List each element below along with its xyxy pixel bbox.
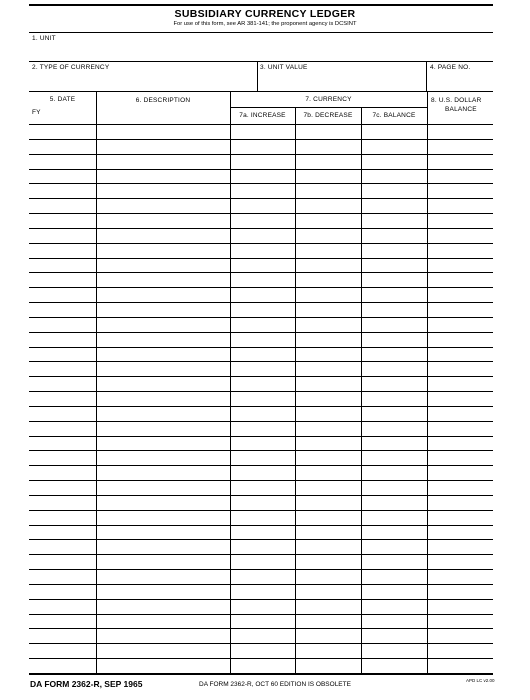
ledger-entry-cell[interactable] (231, 259, 295, 272)
ledger-entry-cell[interactable] (231, 318, 295, 332)
ledger-entry-cell[interactable] (428, 629, 493, 643)
table-header-top-rule (29, 91, 493, 92)
ledger-entry-cell[interactable] (30, 273, 96, 287)
ledger-entry-cell[interactable] (362, 570, 427, 584)
ledger-entry-cell[interactable] (296, 466, 361, 480)
ledger-entry-cell[interactable] (428, 184, 493, 198)
ledger-entry-cell[interactable] (231, 540, 295, 554)
ledger-entry-cell[interactable] (296, 629, 361, 643)
ledger-entry-cell[interactable] (296, 244, 361, 258)
ledger-entry-cell[interactable] (30, 303, 96, 317)
ledger-entry-cell[interactable] (231, 615, 295, 628)
unit-field[interactable] (29, 33, 493, 61)
ledger-entry-cell[interactable] (231, 170, 295, 183)
ledger-entry-cell[interactable] (30, 437, 96, 450)
ledger-entry-cell[interactable] (428, 333, 493, 347)
ledger-entry-cell[interactable] (231, 214, 295, 228)
ledger-entry-cell[interactable] (362, 615, 427, 628)
ledger-entry-cell[interactable] (362, 303, 427, 317)
ledger-entry-cell[interactable] (231, 288, 295, 302)
date-column-header: 5. DATE (49, 96, 76, 103)
ledger-entry-cell[interactable] (97, 526, 230, 539)
ledger-entry-cell[interactable] (97, 259, 230, 272)
unit-value-label: 3. UNIT VALUE (260, 64, 308, 71)
ledger-entry-cell[interactable] (97, 318, 230, 332)
ledger-entry-cell[interactable] (296, 570, 361, 584)
ledger-entry-cell[interactable] (362, 199, 427, 213)
ledger-entry-cell[interactable] (296, 170, 361, 183)
ledger-entry-cell[interactable] (97, 555, 230, 569)
currency-subheader-rule (230, 107, 427, 108)
ledger-entry-cell[interactable] (30, 407, 96, 421)
ledger-entry-cell[interactable] (97, 333, 230, 347)
ledger-entry-cell[interactable] (97, 288, 230, 302)
ledger-entry-cell[interactable] (362, 466, 427, 480)
ledger-entry-cell[interactable] (362, 540, 427, 554)
ledger-entry-cell[interactable] (30, 318, 96, 332)
ledger-entry-cell[interactable] (428, 214, 493, 228)
ledger-entry-cell[interactable] (231, 585, 295, 599)
ledger-entry-cell[interactable] (231, 229, 295, 243)
ledger-entry-cell[interactable] (296, 422, 361, 436)
ledger-entry-cell[interactable] (428, 229, 493, 243)
ledger-entry-cell[interactable] (97, 170, 230, 183)
ledger-entry-cell[interactable] (428, 348, 493, 361)
ledger-entry-cell[interactable] (428, 125, 493, 139)
ledger-entry-cell[interactable] (296, 318, 361, 332)
ledger-entry-cell[interactable] (97, 362, 230, 376)
ledger-entry-cell[interactable] (30, 511, 96, 525)
ledger-entry-cell[interactable] (362, 170, 427, 183)
ledger-entry-cell[interactable] (30, 496, 96, 510)
ledger-entry-cell[interactable] (362, 526, 427, 539)
ledger-entry-cell[interactable] (428, 392, 493, 406)
usd-balance-header-line2: BALANCE (445, 106, 477, 113)
ledger-entry-cell[interactable] (97, 392, 230, 406)
ledger-entry-cell[interactable] (231, 526, 295, 539)
ledger-entry-cell[interactable] (30, 629, 96, 643)
ledger-entry-cell[interactable] (362, 555, 427, 569)
ledger-entry-cell[interactable] (30, 659, 96, 673)
ledger-entry-cell[interactable] (231, 481, 295, 495)
ledger-entry-cell[interactable] (97, 199, 230, 213)
ledger-entry-cell[interactable] (30, 600, 96, 614)
balance-column-header: 7c. BALANCE (372, 112, 416, 119)
ledger-entry-cell[interactable] (30, 481, 96, 495)
ledger-entry-cell[interactable] (231, 155, 295, 169)
ledger-entry-cell[interactable] (97, 184, 230, 198)
ledger-entry-cell[interactable] (362, 318, 427, 332)
ledger-entry-cell[interactable] (231, 570, 295, 584)
ledger-entry-cell[interactable] (231, 199, 295, 213)
ledger-entry-cell[interactable] (296, 288, 361, 302)
ledger-entry-cell[interactable] (30, 333, 96, 347)
ledger-entry-cell[interactable] (97, 377, 230, 391)
type-of-currency-label: 2. TYPE OF CURRENCY (32, 64, 110, 71)
ledger-entry-cell[interactable] (97, 407, 230, 421)
ledger-entry-cell[interactable] (428, 540, 493, 554)
ledger-entry-cell[interactable] (296, 184, 361, 198)
ledger-entry-cell[interactable] (362, 155, 427, 169)
ledger-entry-cell[interactable] (30, 451, 96, 465)
ledger-entry-cell[interactable] (30, 125, 96, 139)
ledger-entry-cell[interactable] (231, 451, 295, 465)
ledger-entry-cell[interactable] (428, 659, 493, 673)
ledger-entry-cell[interactable] (97, 481, 230, 495)
ledger-entry-cell[interactable] (97, 511, 230, 525)
ledger-entry-cell[interactable] (296, 644, 361, 658)
ledger-entry-cell[interactable] (362, 244, 427, 258)
ledger-entry-cell[interactable] (428, 555, 493, 569)
description-column-header: 6. DESCRIPTION (135, 97, 191, 104)
ledger-entry-cell[interactable] (362, 511, 427, 525)
unit-value-field[interactable] (258, 62, 426, 91)
usd-balance-header-line1: 8. U.S. DOLLAR (431, 97, 482, 104)
ledger-entry-cell[interactable] (362, 333, 427, 347)
ledger-entry-cell[interactable] (30, 540, 96, 554)
ledger-entry-cell[interactable] (231, 600, 295, 614)
ledger-entry-cell[interactable] (97, 125, 230, 139)
ledger-entry-cell[interactable] (428, 570, 493, 584)
ledger-entry-cell[interactable] (428, 585, 493, 599)
ledger-entry-cell[interactable] (30, 214, 96, 228)
ledger-entry-cell[interactable] (362, 585, 427, 599)
ledger-entry-cell[interactable] (296, 199, 361, 213)
ledger-entry-cell[interactable] (231, 273, 295, 287)
type-of-currency-field[interactable] (29, 62, 257, 91)
ledger-entry-cell[interactable] (97, 466, 230, 480)
ledger-entry-cell[interactable] (231, 659, 295, 673)
ledger-entry-cell[interactable] (362, 481, 427, 495)
ledger-entry-cell[interactable] (296, 526, 361, 539)
ledger-entry-cell[interactable] (428, 244, 493, 258)
increase-column-header: 7a. INCREASE (239, 112, 286, 119)
ledger-entry-cell[interactable] (97, 422, 230, 436)
ledger-entry-cell[interactable] (428, 437, 493, 450)
ledger-entry-cell[interactable] (296, 377, 361, 391)
ledger-entry-cell[interactable] (97, 451, 230, 465)
ledger-entry-cell[interactable] (231, 362, 295, 376)
ledger-entry-cell[interactable] (97, 273, 230, 287)
ledger-entry-cell[interactable] (231, 348, 295, 361)
ledger-entry-cell[interactable] (296, 155, 361, 169)
ledger-entry-cell[interactable] (362, 125, 427, 139)
ledger-entry-cell[interactable] (428, 511, 493, 525)
ledger-entry-cell[interactable] (231, 392, 295, 406)
ledger-entry-cell[interactable] (296, 333, 361, 347)
ledger-entry-cell[interactable] (97, 303, 230, 317)
ledger-entry-cell[interactable] (362, 273, 427, 287)
ledger-entry-cell[interactable] (296, 303, 361, 317)
ledger-entry-cell[interactable] (30, 244, 96, 258)
ledger-entry-cell[interactable] (97, 629, 230, 643)
ledger-entry-cell[interactable] (231, 333, 295, 347)
ledger-entry-cell[interactable] (30, 615, 96, 628)
ledger-entry-cell[interactable] (231, 437, 295, 450)
ledger-entry-cell[interactable] (428, 496, 493, 510)
ledger-entry-cell[interactable] (296, 229, 361, 243)
ledger-entry-cell[interactable] (362, 362, 427, 376)
ledger-entry-cell[interactable] (428, 273, 493, 287)
ledger-entry-cell[interactable] (428, 526, 493, 539)
form-number: DA FORM 2362-R, SEP 1965 (30, 679, 143, 689)
ledger-entry-cell[interactable] (296, 659, 361, 673)
bottom-rule (29, 673, 493, 675)
ledger-entry-cell[interactable] (428, 318, 493, 332)
ledger-entry-cell[interactable] (231, 407, 295, 421)
ledger-entry-cell[interactable] (97, 496, 230, 510)
decrease-column-header: 7b. DECREASE (303, 112, 353, 119)
ledger-entry-cell[interactable] (428, 303, 493, 317)
ledger-entry-cell[interactable] (231, 422, 295, 436)
ledger-entry-cell[interactable] (428, 362, 493, 376)
ledger-entry-cell[interactable] (362, 259, 427, 272)
ledger-entry-cell[interactable] (231, 644, 295, 658)
ledger-entry-cell[interactable] (428, 481, 493, 495)
ledger-entry-cell[interactable] (97, 437, 230, 450)
ledger-entry-cell[interactable] (296, 600, 361, 614)
ledger-entry-cell[interactable] (362, 392, 427, 406)
ledger-entry-cell[interactable] (296, 362, 361, 376)
top-rule (29, 4, 493, 6)
ledger-entry-cell[interactable] (428, 288, 493, 302)
ledger-entry-cell[interactable] (97, 659, 230, 673)
ledger-entry-cell[interactable] (97, 570, 230, 584)
ledger-entry-cell[interactable] (30, 585, 96, 599)
ledger-entry-cell[interactable] (30, 526, 96, 539)
ledger-entry-cell[interactable] (231, 466, 295, 480)
ledger-entry-cell[interactable] (362, 629, 427, 643)
ledger-entry-cell[interactable] (30, 362, 96, 376)
ledger-entry-cell[interactable] (296, 481, 361, 495)
ledger-entry-cell[interactable] (428, 155, 493, 169)
ledger-entry-cell[interactable] (30, 392, 96, 406)
ledger-entry-cell[interactable] (231, 511, 295, 525)
ledger-entry-cell[interactable] (231, 303, 295, 317)
ledger-entry-cell[interactable] (30, 570, 96, 584)
ledger-entry-cell[interactable] (231, 555, 295, 569)
ledger-entry-cell[interactable] (231, 140, 295, 154)
ledger-entry-cell[interactable] (428, 140, 493, 154)
ledger-entry-cell[interactable] (231, 184, 295, 198)
ledger-entry-cell[interactable] (97, 540, 230, 554)
ledger-entry-cell[interactable] (362, 229, 427, 243)
ledger-entry-cell[interactable] (296, 407, 361, 421)
ledger-entry-cell[interactable] (30, 466, 96, 480)
ledger-entry-cell[interactable] (362, 407, 427, 421)
ledger-entry-cell[interactable] (231, 629, 295, 643)
ledger-entry-cell[interactable] (97, 615, 230, 628)
ledger-entry-cell[interactable] (362, 348, 427, 361)
ledger-entry-cell[interactable] (30, 199, 96, 213)
ledger-entry-cell[interactable] (296, 437, 361, 450)
ledger-entry-cell[interactable] (296, 125, 361, 139)
ledger-entry-cell[interactable] (30, 644, 96, 658)
ledger-entry-cell[interactable] (30, 140, 96, 154)
ledger-entry-cell[interactable] (231, 377, 295, 391)
ledger-entry-cell[interactable] (97, 244, 230, 258)
fy-label: FY (32, 109, 41, 116)
ledger-entry-cell[interactable] (362, 140, 427, 154)
ledger-entry-cell[interactable] (30, 184, 96, 198)
ledger-entry-cell[interactable] (30, 288, 96, 302)
currency-group-header: 7. CURRENCY (305, 96, 352, 103)
ledger-entry-cell[interactable] (231, 244, 295, 258)
ledger-entry-cell[interactable] (362, 184, 427, 198)
ledger-entry-cell[interactable] (428, 422, 493, 436)
ledger-entry-cell[interactable] (428, 451, 493, 465)
ledger-entry-cell[interactable] (296, 555, 361, 569)
ledger-entry-cell[interactable] (97, 600, 230, 614)
ledger-entry-cell[interactable] (362, 600, 427, 614)
ledger-entry-cell[interactable] (362, 437, 427, 450)
ledger-entry-cell[interactable] (362, 422, 427, 436)
ledger-entry-cell[interactable] (97, 585, 230, 599)
ledger-entry-cell[interactable] (30, 229, 96, 243)
ledger-entry-cell[interactable] (362, 377, 427, 391)
form-title: SUBSIDIARY CURRENCY LEDGER (174, 8, 356, 20)
ledger-entry-cell[interactable] (97, 214, 230, 228)
ledger-entry-cell[interactable] (428, 377, 493, 391)
ledger-entry-cell[interactable] (296, 540, 361, 554)
ledger-entry-cell[interactable] (362, 451, 427, 465)
ledger-entry-cell[interactable] (97, 155, 230, 169)
ledger-entry-cell[interactable] (296, 348, 361, 361)
ledger-entry-cell[interactable] (97, 229, 230, 243)
ledger-entry-cell[interactable] (428, 199, 493, 213)
ledger-entry-cell[interactable] (296, 451, 361, 465)
ledger-entry-cell[interactable] (296, 214, 361, 228)
ledger-entry-cell[interactable] (296, 392, 361, 406)
page-no-field[interactable] (427, 62, 493, 91)
ledger-entry-cell[interactable] (97, 140, 230, 154)
ledger-entry-cell[interactable] (362, 214, 427, 228)
page-no-label: 4. PAGE NO. (430, 64, 471, 71)
edition-note: DA FORM 2362-R, OCT 60 EDITION IS OBSOLETE (199, 681, 351, 688)
ledger-entry-cell[interactable] (296, 259, 361, 272)
form-subtitle: For use of this form, see AR 381-141; the proponent agency is DCSINT (173, 21, 357, 27)
ledger-entry-cell[interactable] (428, 644, 493, 658)
ledger-entry-cell[interactable] (362, 659, 427, 673)
ledger-entry-cell[interactable] (296, 496, 361, 510)
ledger-entry-cell[interactable] (30, 377, 96, 391)
ledger-entry-cell[interactable] (97, 348, 230, 361)
ledger-entry-cell[interactable] (30, 170, 96, 183)
ledger-entry-cell[interactable] (296, 615, 361, 628)
ledger-entry-cell[interactable] (428, 259, 493, 272)
ledger-entry-cell[interactable] (296, 585, 361, 599)
ledger-entry-cell[interactable] (30, 155, 96, 169)
ledger-entry-cell[interactable] (97, 644, 230, 658)
ledger-entry-cell[interactable] (428, 615, 493, 628)
ledger-entry-cell[interactable] (428, 600, 493, 614)
ledger-entry-cell[interactable] (428, 407, 493, 421)
ledger-entry-cell[interactable] (296, 140, 361, 154)
ledger-entry-cell[interactable] (30, 259, 96, 272)
ledger-entry-cell[interactable] (428, 170, 493, 183)
version-label: APD LC v2.00 (466, 678, 495, 683)
ledger-entry-cell[interactable] (231, 125, 295, 139)
unit-field-label: 1. UNIT (32, 35, 56, 42)
ledger-entry-cell[interactable] (362, 496, 427, 510)
ledger-entry-cell[interactable] (362, 644, 427, 658)
ledger-entry-cell[interactable] (428, 466, 493, 480)
ledger-entry-cell[interactable] (30, 348, 96, 361)
ledger-entry-cell[interactable] (296, 511, 361, 525)
ledger-entry-cell[interactable] (296, 273, 361, 287)
ledger-entry-cell[interactable] (362, 288, 427, 302)
ledger-entry-cell[interactable] (30, 422, 96, 436)
ledger-entry-cell[interactable] (231, 496, 295, 510)
ledger-entry-cell[interactable] (30, 555, 96, 569)
